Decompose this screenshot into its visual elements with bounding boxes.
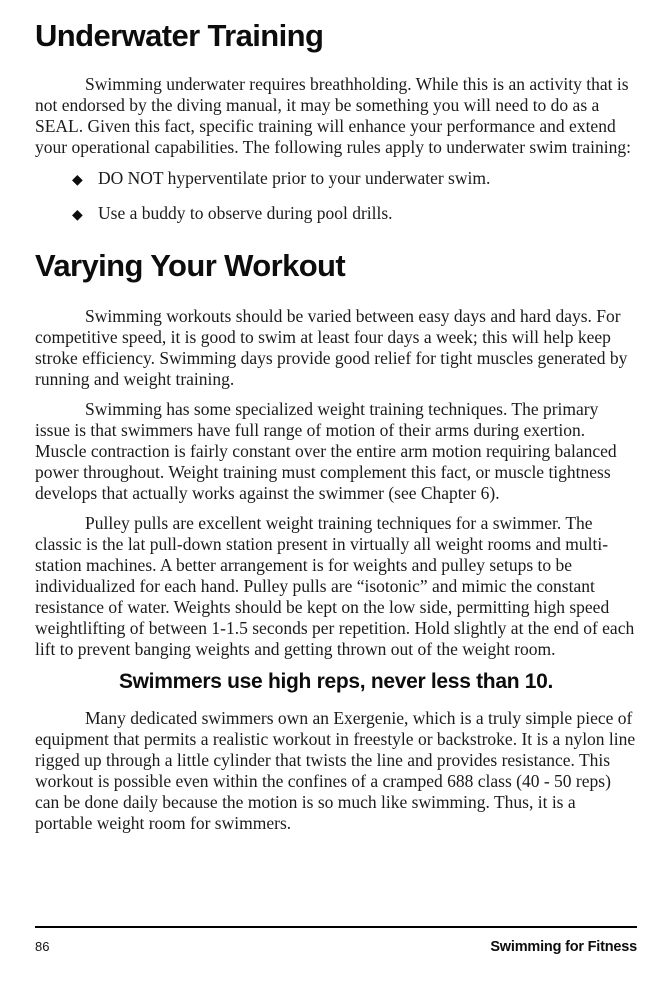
bullet-item (35, 203, 637, 226)
page-number: 86 (35, 939, 50, 954)
footer-row (35, 928, 637, 955)
paragraph-underwater-intro: Swimming underwater requires breathholding. While this is an activity that is not endorsed by the diving manual, it may be something you will need to do as a SEAL. Given this fact, specific training will enhance your performance and extend your operational capabilities. The following rules apply to underwater swim training: (35, 74, 631, 157)
section-varying-your-workout (35, 250, 637, 843)
diamond-bullet-icon: ◆ (72, 208, 83, 223)
diamond-bullet-icon: ◆ (72, 173, 83, 188)
bullet-list (35, 168, 637, 226)
bullet-text: DO NOT hyperventilate prior to your underwater swim. (98, 168, 491, 188)
bullet-item (35, 168, 637, 191)
section-underwater-training (35, 20, 637, 250)
heading-varying-your-workout: Varying Your Workout (35, 248, 346, 283)
paragraph-pulley-pulls: Pulley pulls are excellent weight training techniques for a swimmer. The classic is the lat pull-down station present in virtually all weight rooms and multi-station machines. A better arrangement is for weights and pulley setups to be individualized for each hand. Pulley pulls are “isotonic” and mimic the constant resistance of water. Weights should be kept on the low side, permitting high speed weightlifting of between 1-1.5 seconds per repetition. Hold slightly at the end of each lift to prevent banging weights and getting thrown out of the weight room. (35, 513, 635, 659)
paragraph-varied-days: Swimming workouts should be varied between easy days and hard days. For competitive speed, it is good to swim at least four days a week; this will help keep stroke efficiency. Swimming days provide good relief for tight muscles generated by running and weight training. (35, 306, 628, 389)
bullet-text: Use a buddy to observe during pool drills. (98, 203, 393, 223)
running-title: Swimming for Fitness (490, 939, 637, 955)
page-footer (35, 926, 637, 955)
paragraph-weight-training: Swimming has some specialized weight training techniques. The primary issue is that swimmers have full range of motion of their arms during exertion. Muscle contraction is fairly constant over the entire arm motion requiring balanced power throughout. Weight training must complement this fact, or muscle tightness develops that actually works against the swimmer (see Chapter 6). (35, 399, 617, 503)
heading-underwater-training: Underwater Training (35, 18, 324, 53)
callout-high-reps: Swimmers use high reps, never less than 10. (118, 670, 554, 693)
paragraph-exergenie: Many dedicated swimmers own an Exergenie, which is a truly simple piece of equipment that permits a realistic workout in freestyle or backstroke. It is a nylon line rigged up through a little cylinder that twists the line and provides resistance. This workout is possible even within the confines of a cramped 688 class (40 - 50 reps) can be done daily because the motion is so much like swimming. Thus, it is a portable weight room for swimmers. (35, 708, 636, 833)
